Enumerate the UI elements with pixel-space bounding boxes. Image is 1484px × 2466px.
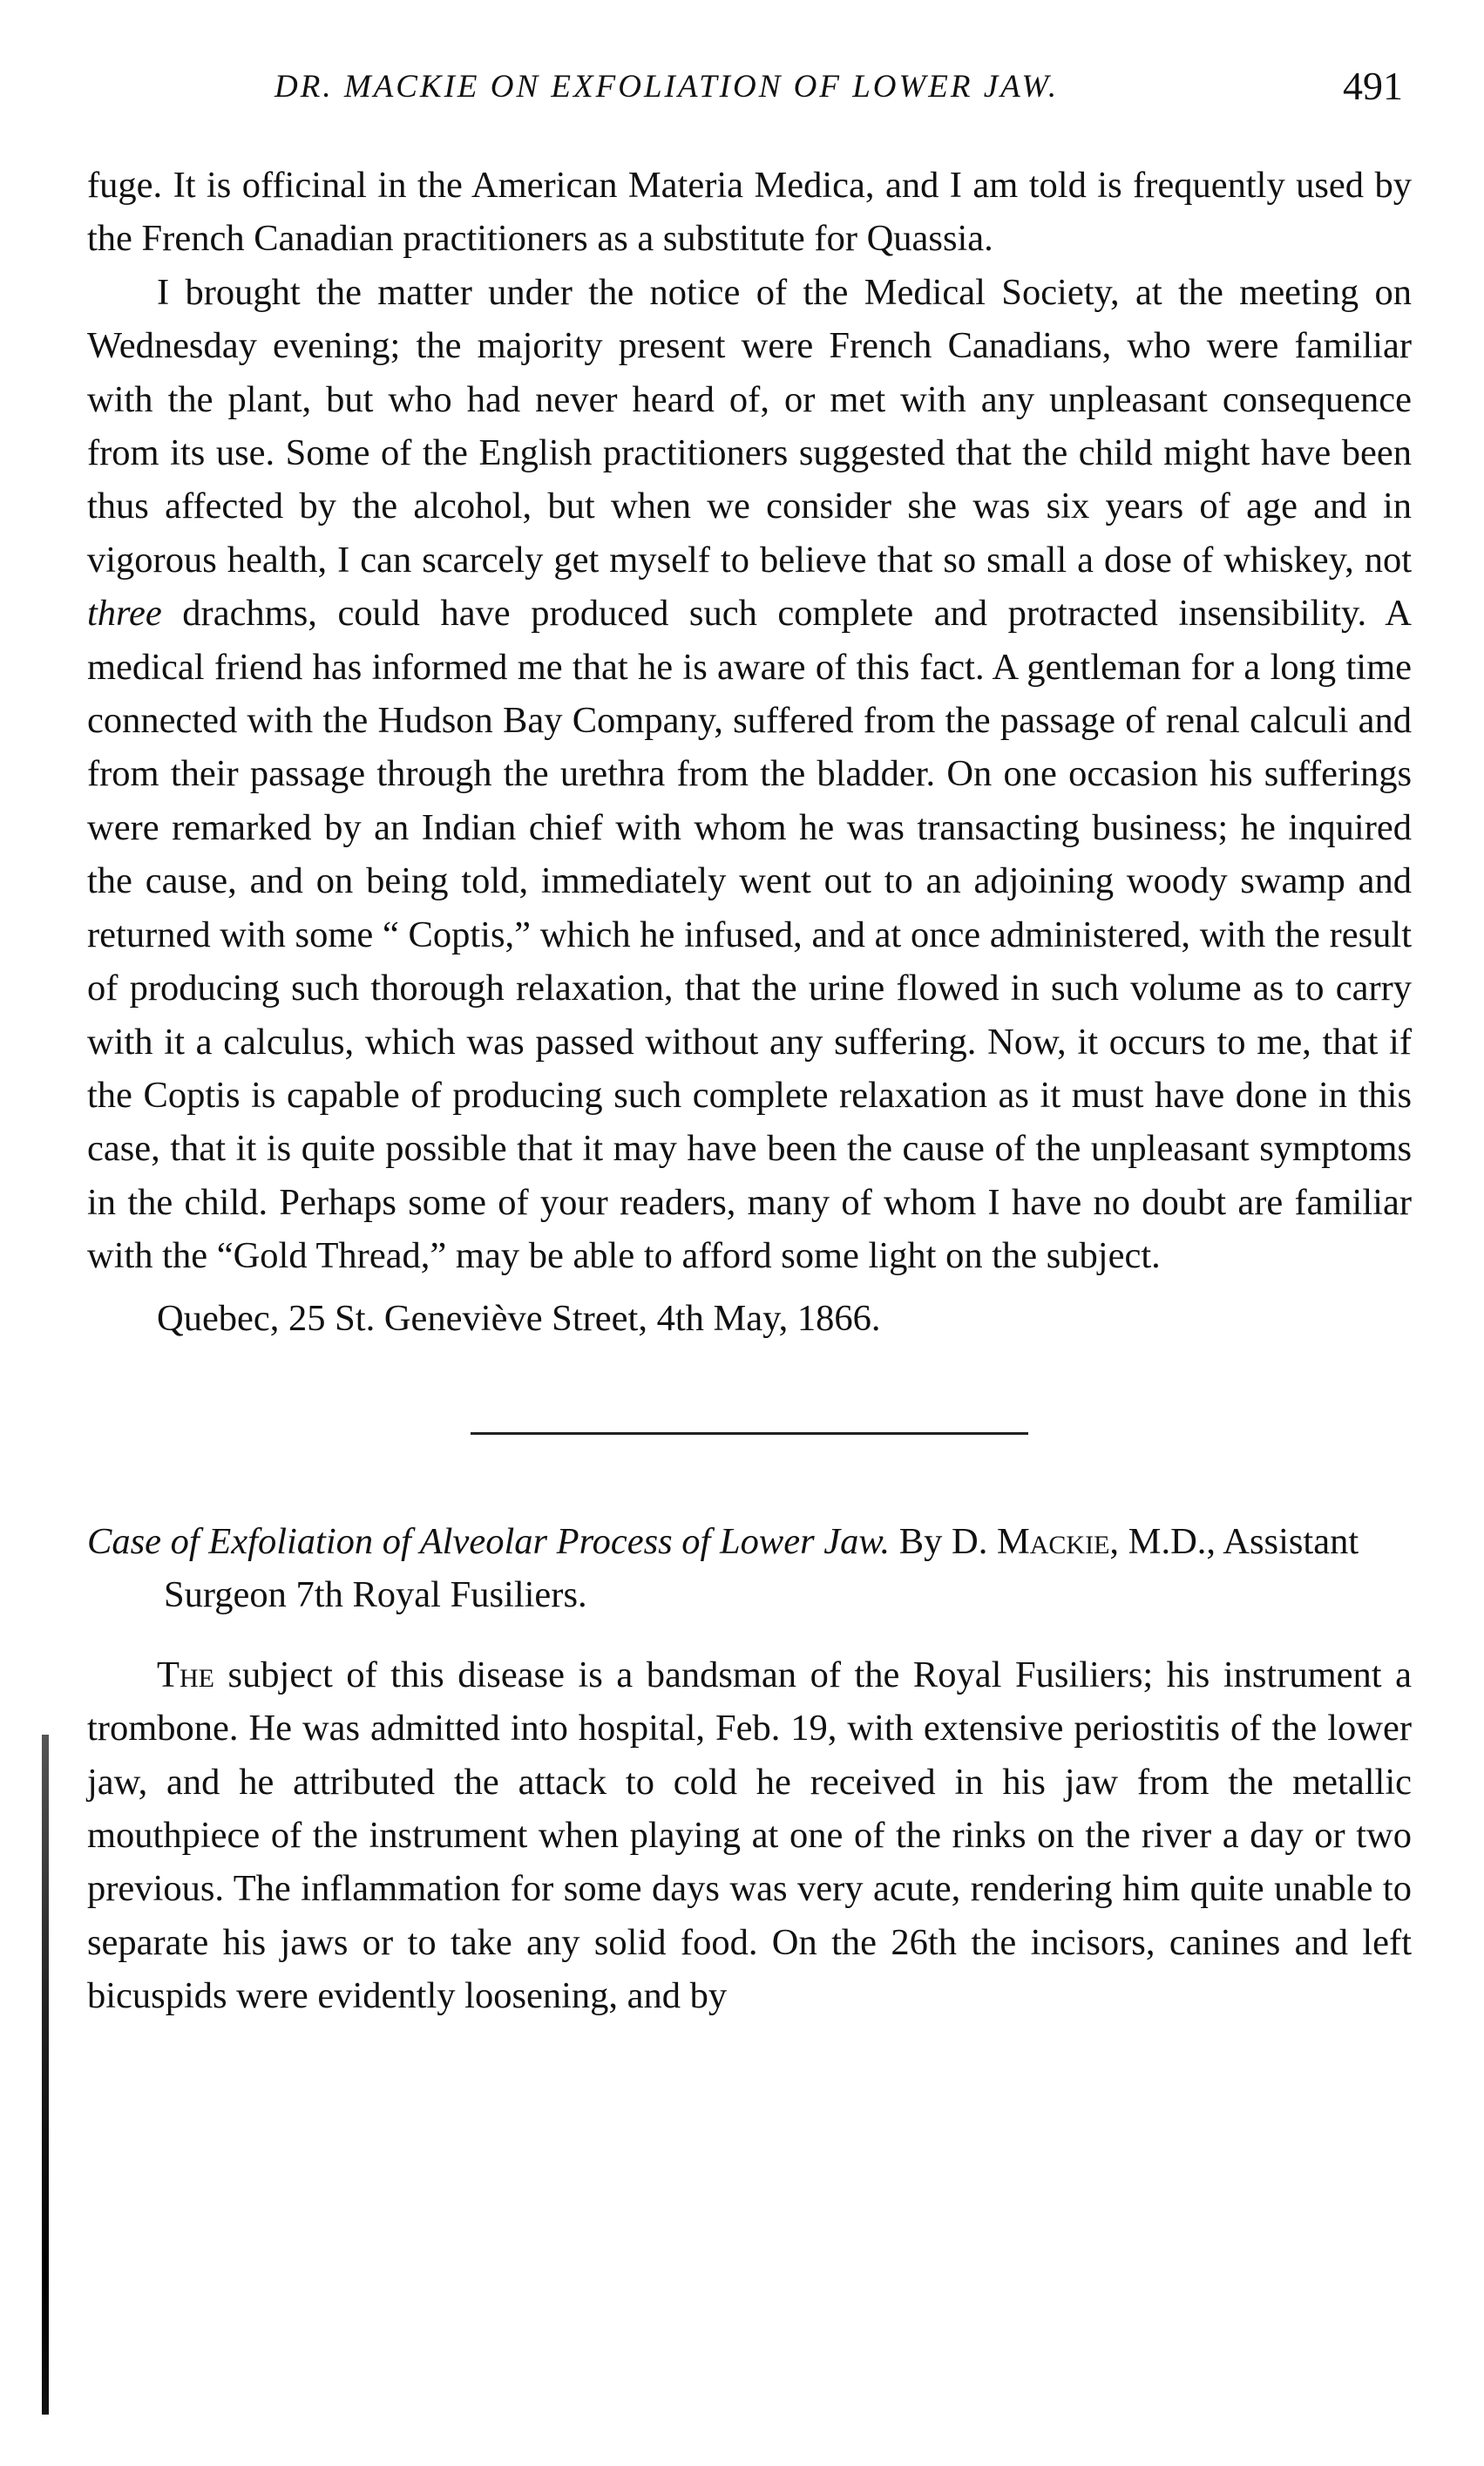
paragraph-continuation: fuge. It is officinal in the American Materia Medica, and I am told is frequently used by the French Canadian practitioners as a substitute for Quassia. — [87, 165, 1412, 260]
scan-margin-shadow — [42, 1735, 49, 2415]
byline-by: By D. — [890, 1520, 997, 1562]
paragraph-text-a: I brought the matter under the notice of the Medical Society, at the meeting on Wednesday evening; the majority present were French Canadians, who were familiar with the plant, but who had never heard of, or met with any unpleasant consequence from its use. Some of the English practitioners suggested that the child might have been thus affected by the alcohol, but when we consider she was six years of age and in vigorous health, I can scarcely get myself to believe that so small a dose of whiskey, not — [87, 271, 1412, 581]
case-title — [87, 1515, 1412, 1622]
byline-rest: , M.D., Assistant Surgeon 7th Royal Fusiliers. — [164, 1520, 1359, 1616]
page-header — [87, 64, 1412, 120]
italic-three: three — [87, 593, 162, 635]
case-paragraph — [87, 1648, 1412, 2023]
paragraph-text-b: drachms, could have produced such complete and protracted insensibility. A medical friend has informed me that he is aware of this fact. A gentleman for a long time connected with the Hudson Bay Company, suffered from the passage of renal calculi and from their passage through the urethra from the bladder. On one occasion his sufferings were remarked by an Indian chief with whom he was transacting business; he inquired the cause, and on being told, immediately went out to an adjoining woody swamp and returned with some “ Coptis,” which he infused, and at once administered, with the result of producing such thorough relaxation, that the urine flowed in such volume as to carry with it a calculus, which was passed without any suffering. Now, it occurs to me, that if the Coptis is capable of producing such complete relaxation as it must have done in this case, that it is quite possible that it may have been the cause of the unpleasant symptoms in the child. Perhaps some of your readers, many of whom I have no doubt are familiar with the “Gold Thread,” may be able to afford some light on the subject. — [87, 593, 1412, 1277]
case-lead-word: The — [157, 1654, 214, 1695]
case-body-text: subject of this disease is a bandsman of the Royal Fusiliers; his instrument a trombone. He was admitted into hospital, Feb. 19, with extensive periostitis of the lower jaw, and he attributed the attack to cold he received in his jaw from the metallic mouthpiece of the instrument when playing at one of the rinks on the river a day or two previous. The inflammation for some days was very acute, rendering him quite unable to separate his jaws or to take any solid food. On the 26th the incisors, canines and left bicuspids were evidently loosening, and by — [87, 1654, 1412, 2017]
dateline: Quebec, 25 St. Geneviève Street, 4th May, 1866. — [157, 1297, 881, 1339]
page-number: 491 — [1343, 64, 1403, 108]
running-title: DR. MACKIE ON EXFOLIATION OF LOWER JAW. — [274, 69, 1060, 105]
case-title-italic: Case of Exfoliation of Alveolar Process of Lower Jaw. — [87, 1520, 891, 1562]
text-column — [87, 159, 1412, 2023]
paragraph-medical-society — [87, 266, 1412, 1283]
section-divider — [471, 1432, 1028, 1435]
byline-name: Mackie — [996, 1520, 1110, 1562]
